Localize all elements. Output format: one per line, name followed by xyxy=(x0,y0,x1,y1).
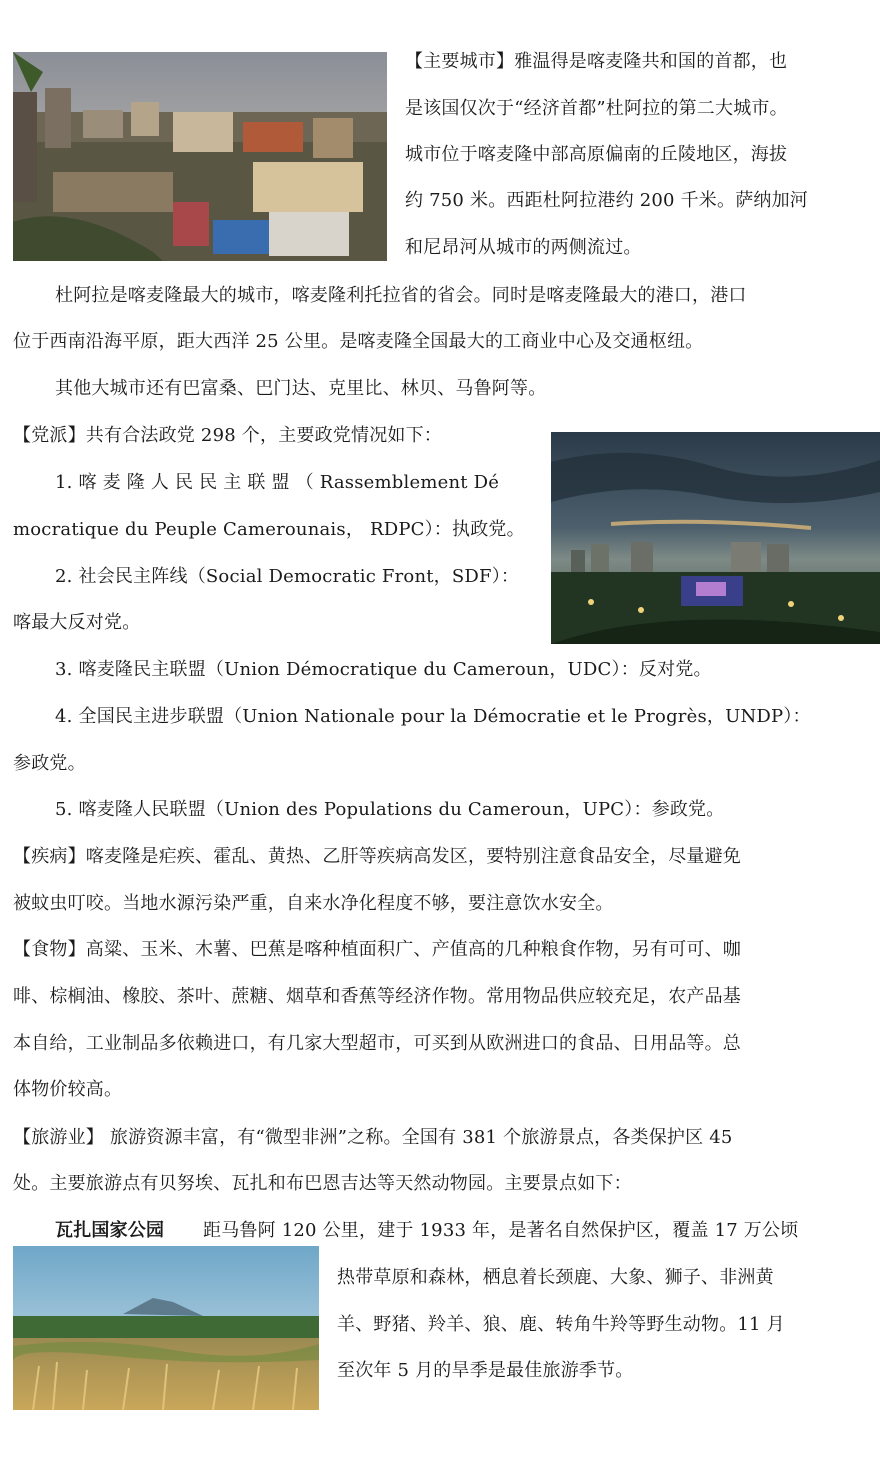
city-photo-yaounde xyxy=(13,52,387,261)
parties-intro: 【党派】共有合法政党 298 个，主要政党情况如下： xyxy=(13,425,442,446)
party-item-1-line-2: mocratique du Peuple Camerounais， RDPC）：执政党。 xyxy=(13,519,525,540)
party-item-3: 3. 喀麦隆民主联盟（Union Démocratique du Cameroun，UDC）：反对党。 xyxy=(55,659,712,680)
douala-paragraph-line-1: 杜阿拉是喀麦隆最大的城市，喀麦隆利托拉省的省会。同时是喀麦隆最大的港口，港口 xyxy=(55,285,747,306)
waza-park-photo xyxy=(13,1246,319,1410)
disease-line-1: 【疾病】喀麦隆是疟疾、霍乱、黄热、乙肝等疾病高发区，要特别注意食品安全，尽量避免 xyxy=(13,846,741,867)
food-line-4: 体物价较高。 xyxy=(13,1079,123,1100)
disease-line-2: 被蚊虫叮咬。当地水源污染严重，自来水净化程度不够，要注意饮水安全。 xyxy=(13,893,614,914)
cities-paragraph-line-1: 【主要城市】雅温得是喀麦隆共和国的首都，也 xyxy=(405,51,788,72)
park-name-heading: 瓦扎国家公园 xyxy=(55,1220,165,1241)
food-line-1: 【食物】高粱、玉米、木薯、巴蕉是喀种植面积广、产值高的几种粮食作物，另有可可、咖 xyxy=(13,939,741,960)
tourism-line-2: 处。主要旅游点有贝努埃、瓦扎和布巴恩吉达等天然动物园。主要景点如下： xyxy=(13,1173,632,1194)
party-item-1-line-1: 1. 喀 麦 隆 人 民 民 主 联 盟 （ Rassemblement Dé xyxy=(55,472,500,493)
tourism-line-1: 【旅游业】 旅游资源丰富，有“微型非洲”之称。全国有 381 个旅游景点，各类保护区 45 xyxy=(13,1127,733,1148)
cities-paragraph-line-4: 约 750 米。西距杜阿拉港约 200 千米。萨纳加河 xyxy=(405,190,808,211)
park-line-1: 距马鲁阿 120 公里，建于 1933 年，是著名自然保护区，覆盖 17 万公顷 xyxy=(203,1220,799,1241)
cities-paragraph-line-3: 城市位于喀麦隆中部高原偏南的丘陵地区，海拔 xyxy=(405,144,788,165)
douala-paragraph-line-2: 位于西南沿海平原，距大西洋 25 公里。是喀麦隆全国最大的工商业中心及交通枢纽。 xyxy=(13,331,704,352)
party-item-2-line-2: 喀最大反对党。 xyxy=(13,612,141,633)
park-line-3: 羊、野猪、羚羊、狼、鹿、转角牛羚等野生动物。11 月 xyxy=(337,1314,785,1335)
city-dusk-photo xyxy=(551,432,880,644)
food-line-3: 本自给，工业制品多依赖进口，有几家大型超市，可买到从欧洲进口的食品、日用品等。总 xyxy=(13,1033,741,1054)
party-item-5: 5. 喀麦隆人民联盟（Union des Populations du Cameroun，UPC）：参政党。 xyxy=(55,799,725,820)
other-cities-line: 其他大城市还有巴富桑、巴门达、克里比、林贝、马鲁阿等。 xyxy=(55,378,547,399)
park-line-2: 热带草原和森林，栖息着长颈鹿、大象、狮子、非洲黄 xyxy=(337,1267,774,1288)
party-item-4-line-1: 4. 全国民主进步联盟（Union Nationale pour la Démocratie et le Progrès，UNDP）： xyxy=(55,706,811,727)
food-line-2: 啡、棕榈油、橡胶、茶叶、蔗糖、烟草和香蕉等经济作物。常用物品供应较充足，农产品基 xyxy=(13,986,741,1007)
cities-paragraph-line-5: 和尼昂河从城市的两侧流过。 xyxy=(405,237,642,258)
cities-paragraph-line-2: 是该国仅次于“经济首都”杜阿拉的第二大城市。 xyxy=(405,98,788,119)
party-item-2-line-1: 2. 社会民主阵线（Social Democratic Front，SDF）： xyxy=(55,566,520,587)
park-line-4: 至次年 5 月的旱季是最佳旅游季节。 xyxy=(337,1360,634,1381)
party-item-4-line-2: 参政党。 xyxy=(13,753,86,774)
